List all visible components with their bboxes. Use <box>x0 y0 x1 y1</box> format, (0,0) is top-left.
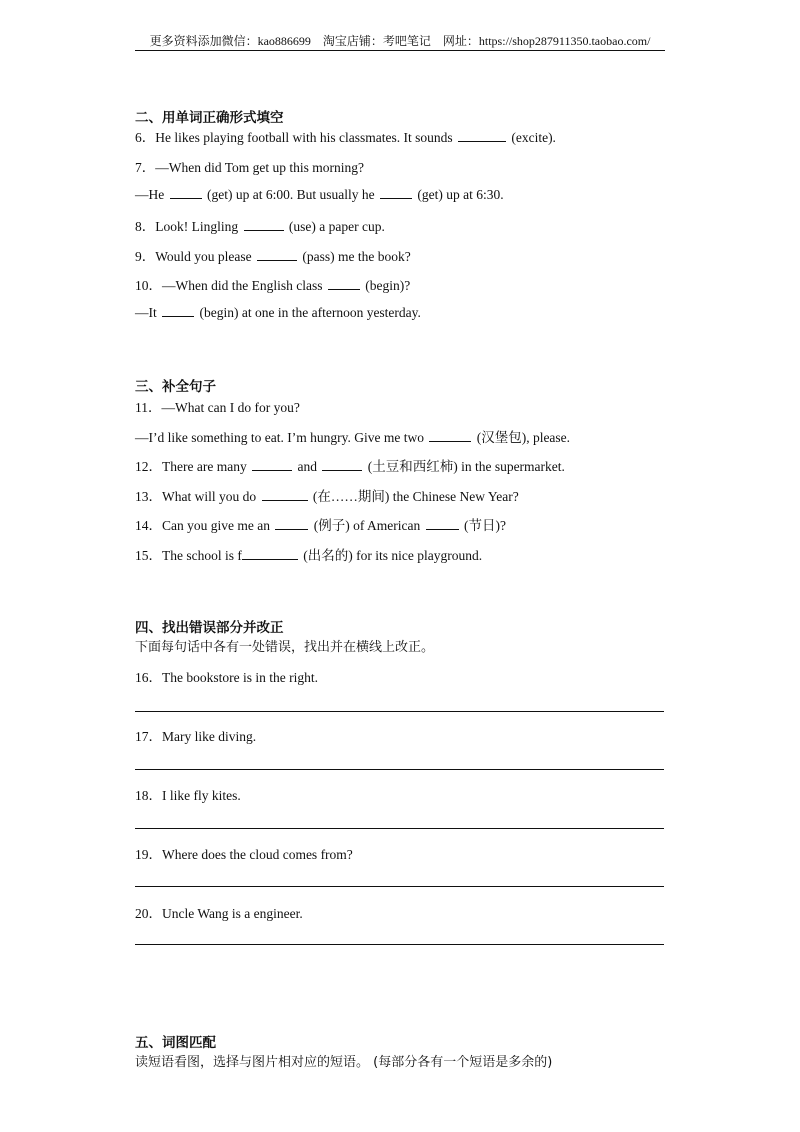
q8-text: 8．Look! Lingling <box>135 219 239 234</box>
q12-blank-2[interactable] <box>322 458 362 471</box>
question-8 <box>135 215 385 235</box>
q13-text: 13．What will you do <box>135 489 257 504</box>
section-3-title: 三、补全句子 <box>135 379 216 395</box>
section-2-title: 二、用单词正确形式填空 <box>135 110 284 126</box>
question-18: 18．I like fly kites. <box>135 788 241 803</box>
question-10-answer <box>135 304 421 321</box>
question-20: 20．Uncle Wang is a engineer. <box>135 906 303 921</box>
q14-text-b: (例子) of American <box>313 518 421 533</box>
question-7-answer <box>135 186 504 203</box>
question-19: 19．Where does the cloud comes from? <box>135 847 353 862</box>
q13-hint: (在……期间) the Chinese New Year? <box>312 489 519 504</box>
q11-text: —I’d like something to eat. I’m hungry. Give me two <box>135 430 424 445</box>
q12-text-a: 12．There are many <box>135 459 247 474</box>
q19-answer-line[interactable] <box>135 886 664 887</box>
q9-hint: (pass) me the book? <box>302 249 411 264</box>
q20-answer-line[interactable] <box>135 944 664 945</box>
q7-text-a: —He <box>135 187 165 202</box>
q11-blank[interactable] <box>429 429 471 442</box>
q6-hint: (excite). <box>511 130 556 145</box>
q15-hint: (出名的) for its nice playground. <box>303 548 483 563</box>
q8-blank[interactable] <box>244 218 284 231</box>
q12-hint: (土豆和西红柿) in the supermarket. <box>367 459 565 474</box>
question-11-prompt: 11．—What can I do for you? <box>135 400 300 415</box>
question-13 <box>135 485 519 505</box>
q12-text-b: and <box>297 459 317 474</box>
q6-blank[interactable] <box>458 129 506 142</box>
q7-blank-2[interactable] <box>380 186 412 199</box>
q16-answer-line[interactable] <box>135 711 664 712</box>
q7-blank-1[interactable] <box>170 186 202 199</box>
q10-answer-hint: (begin) at one in the afternoon yesterday. <box>199 305 421 320</box>
question-17: 17．Mary like diving. <box>135 729 257 744</box>
q14-blank-2[interactable] <box>426 517 459 530</box>
question-14 <box>135 514 506 534</box>
question-10-prompt <box>135 274 410 294</box>
q14-hint: (节日)? <box>463 518 506 533</box>
q8-hint: (use) a paper cup. <box>288 219 385 234</box>
q14-blank-1[interactable] <box>275 517 308 530</box>
q15-blank[interactable] <box>242 547 298 560</box>
q10-blank-2[interactable] <box>162 304 194 317</box>
question-6 <box>135 126 556 146</box>
question-7-prompt: 7．—When did Tom get up this morning? <box>135 160 365 175</box>
section-4-instruction: 下面每句话中各有一处错误，找出并在横线上改正。 <box>135 640 435 655</box>
q10-hint: (begin)? <box>365 278 411 293</box>
section-4-title: 四、找出错误部分并改正 <box>135 620 284 636</box>
question-11-answer <box>135 426 570 446</box>
q14-text-a: 14．Can you give me an <box>135 518 270 533</box>
section-5-instruction: 读短语看图，选择与图片相对应的短语。 (每部分各有一个短语是多余的) <box>135 1055 553 1070</box>
q17-answer-line[interactable] <box>135 769 664 770</box>
q12-blank-1[interactable] <box>252 458 292 471</box>
question-15 <box>135 544 482 564</box>
question-12 <box>135 455 565 475</box>
q10-blank-1[interactable] <box>328 277 360 290</box>
q6-text: 6．He likes playing football with his classmates. It sounds <box>135 130 453 145</box>
q9-blank[interactable] <box>257 248 297 261</box>
q9-text: 9．Would you please <box>135 249 252 264</box>
page-header: 更多资料添加微信：kao886699 淘宝店铺：考吧笔记 网址：https://shop287911350.taobao.com/ <box>135 32 665 51</box>
q10-answer-text: —It <box>135 305 157 320</box>
q13-blank[interactable] <box>262 488 308 501</box>
q15-text: 15．The school is f <box>135 548 242 563</box>
question-9 <box>135 245 411 265</box>
q18-answer-line[interactable] <box>135 828 664 829</box>
q10-text: 10．—When did the English class <box>135 278 323 293</box>
q7-text-c: (get) up at 6:30. <box>417 187 504 202</box>
q11-hint: (汉堡包), please. <box>476 430 571 445</box>
section-5-title: 五、词图匹配 <box>135 1035 216 1051</box>
question-16: 16．The bookstore is in the right. <box>135 670 318 685</box>
q7-text-b: (get) up at 6:00. But usually he <box>207 187 375 202</box>
